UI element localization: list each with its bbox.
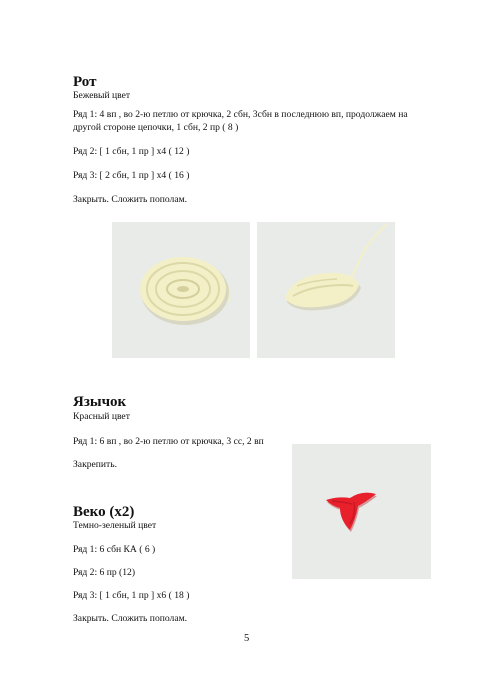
yarn-color-rot: Бежевый цвет	[73, 90, 131, 101]
section-title-veko: Веко (х2)	[73, 504, 135, 520]
fix-instruction-yazychok: Закрепить.	[73, 459, 118, 470]
row-1-veko: Ряд 1: 6 сбн КА ( 6 )	[73, 544, 156, 555]
close-instruction-rot: Закрыть. Сложить пополам.	[73, 194, 188, 205]
photo-mouth-flat	[112, 222, 250, 358]
row-2-veko: Ряд 2: 6 пр (12)	[73, 567, 136, 578]
row-3-rot: Ряд 3: [ 2 сбн, 1 пр ] х4 ( 16 )	[73, 170, 190, 181]
section-title-yazychok: Язычок	[73, 394, 127, 410]
page-number: 5	[244, 633, 250, 644]
row-2-rot: Ряд 2: [ 1 сбн, 1 пр ] х4 ( 12 )	[73, 146, 190, 157]
yarn-color-veko: Темно-зеленый цвет	[73, 520, 157, 531]
row-3-veko: Ряд 3: [ 1 сбн, 1 пр ] х6 ( 18 )	[73, 590, 190, 601]
photo-mouth-folded	[257, 222, 395, 358]
row-1-yazychok: Ряд 1: 6 вп , во 2-ю петлю от крючка, 3 сс, 2 вп	[73, 436, 264, 447]
close-instruction-veko: Закрыть. Сложить пополам.	[73, 613, 188, 624]
section-title-rot: Рот	[73, 74, 97, 90]
row-1-rot: Ряд 1: 4 вп , во 2-ю петлю от крючка, 2 сбн, 3сбн в последнюю вп, продолжаем на другой стороне цепочки, 1 сбн, 2 пр ( 8 )	[73, 109, 408, 133]
photo-tongue	[292, 444, 431, 579]
yarn-color-yazychok: Красный цвет	[73, 411, 130, 422]
